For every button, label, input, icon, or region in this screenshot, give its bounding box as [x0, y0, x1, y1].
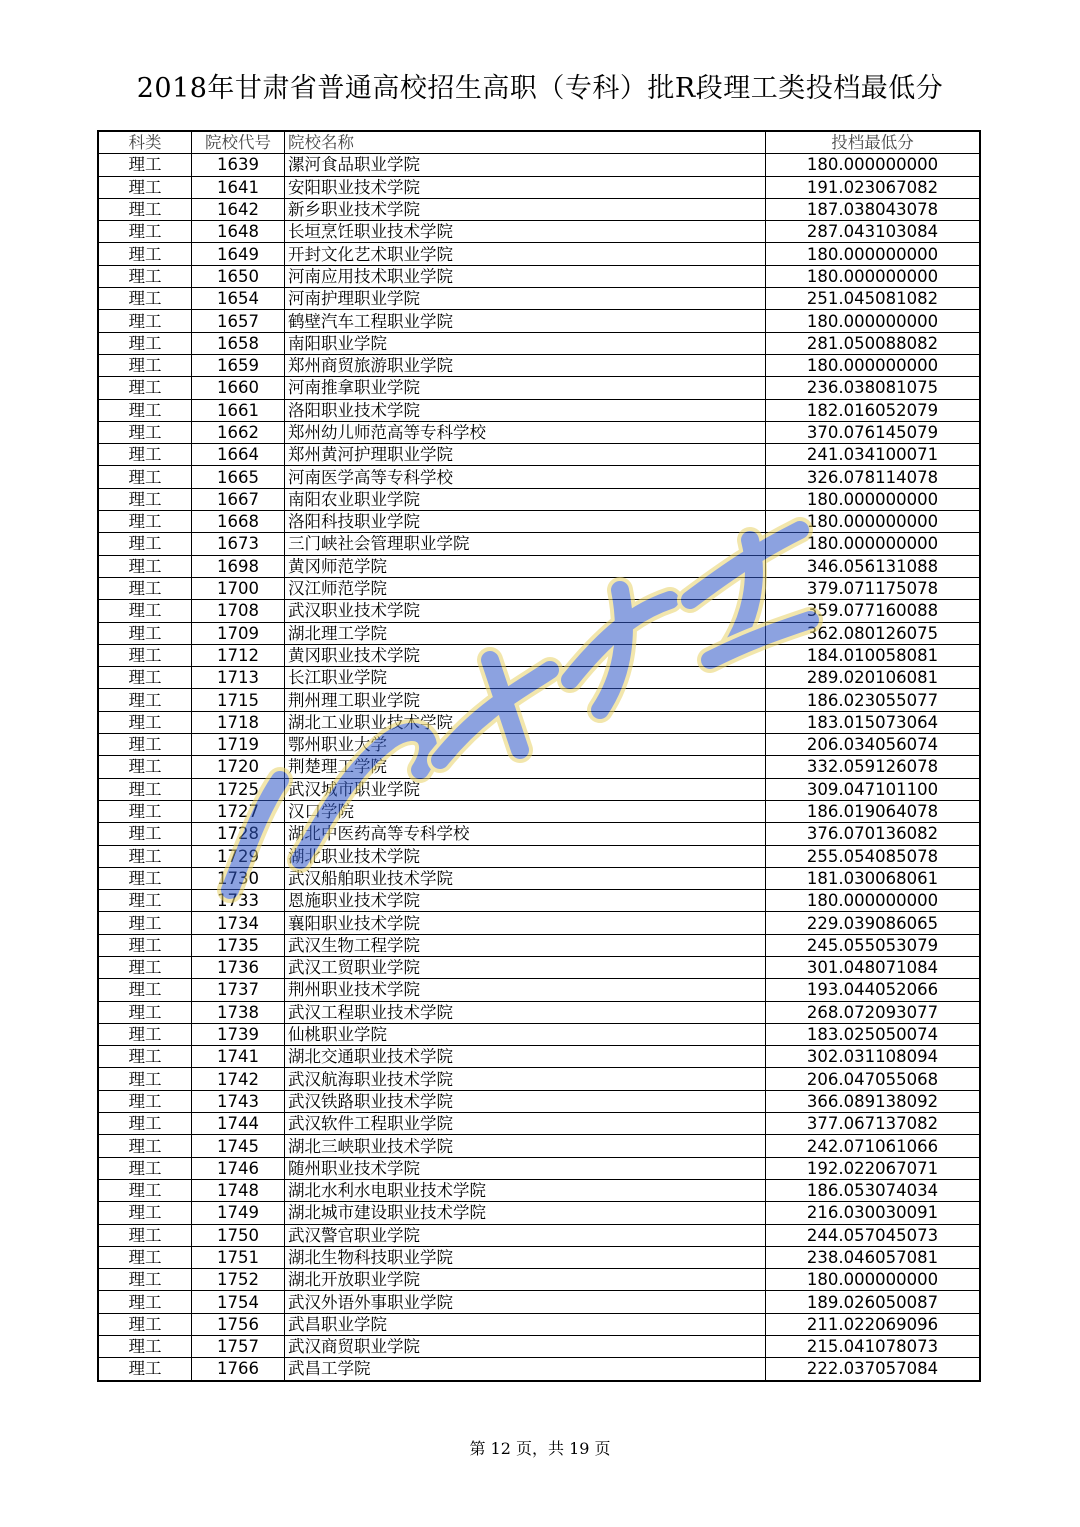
cell-type: 理工 [98, 243, 192, 265]
cell-code: 1654 [192, 288, 285, 310]
table-row [98, 778, 980, 800]
cell-name: 鄂州职业大学 [285, 734, 766, 756]
cell-type: 理工 [98, 221, 192, 243]
cell-code: 1661 [192, 399, 285, 421]
cell-type: 理工 [98, 176, 192, 198]
cell-name: 恩施职业技术学院 [285, 890, 766, 912]
table-row [98, 466, 980, 488]
cell-type: 理工 [98, 845, 192, 867]
table-row [98, 421, 980, 443]
table-row [98, 1224, 980, 1246]
cell-type: 理工 [98, 310, 192, 332]
cell-type: 理工 [98, 555, 192, 577]
cell-score: 281.050088082 [766, 332, 981, 354]
cell-type: 理工 [98, 1135, 192, 1157]
cell-name: 长江职业学院 [285, 667, 766, 689]
cell-code: 1752 [192, 1269, 285, 1291]
cell-name: 武汉外语外事职业学院 [285, 1291, 766, 1313]
cell-score: 184.010058081 [766, 644, 981, 666]
cell-name: 湖北工业职业技术学院 [285, 711, 766, 733]
cell-name: 新乡职业技术学院 [285, 198, 766, 220]
table-row [98, 1291, 980, 1313]
cell-score: 379.071175078 [766, 577, 981, 599]
cell-code: 1650 [192, 265, 285, 287]
cell-score: 186.023055077 [766, 689, 981, 711]
cell-name: 郑州商贸旅游职业学院 [285, 354, 766, 376]
cell-type: 理工 [98, 667, 192, 689]
cell-type: 理工 [98, 823, 192, 845]
cell-code: 1745 [192, 1135, 285, 1157]
cell-score: 180.000000000 [766, 533, 981, 555]
table-row [98, 310, 980, 332]
cell-code: 1664 [192, 444, 285, 466]
cell-code: 1727 [192, 800, 285, 822]
table-row [98, 1046, 980, 1068]
table-row [98, 890, 980, 912]
header-score: 投档最低分 [766, 131, 981, 154]
cell-type: 理工 [98, 1358, 192, 1381]
cell-score: 268.072093077 [766, 1001, 981, 1023]
cell-name: 安阳职业技术学院 [285, 176, 766, 198]
cell-code: 1642 [192, 198, 285, 220]
cell-code: 1708 [192, 600, 285, 622]
cell-code: 1743 [192, 1090, 285, 1112]
cell-type: 理工 [98, 644, 192, 666]
cell-code: 1728 [192, 823, 285, 845]
cell-type: 理工 [98, 1090, 192, 1112]
cell-score: 346.056131088 [766, 555, 981, 577]
cell-score: 377.067137082 [766, 1113, 981, 1135]
cell-code: 1757 [192, 1336, 285, 1358]
table-row [98, 288, 980, 310]
table-row [98, 934, 980, 956]
cell-name: 荆楚理工学院 [285, 756, 766, 778]
cell-name: 武汉工贸职业学院 [285, 956, 766, 978]
cell-score: 211.022069096 [766, 1313, 981, 1335]
cell-code: 1659 [192, 354, 285, 376]
table-row [98, 444, 980, 466]
cell-name: 漯河食品职业学院 [285, 154, 766, 176]
table-row [98, 1113, 980, 1135]
cell-code: 1667 [192, 488, 285, 510]
table-row [98, 154, 980, 176]
table-row [98, 265, 980, 287]
cell-type: 理工 [98, 1046, 192, 1068]
cell-type: 理工 [98, 890, 192, 912]
table-row [98, 354, 980, 376]
table-row [98, 1336, 980, 1358]
table-row [98, 243, 980, 265]
cell-type: 理工 [98, 778, 192, 800]
cell-type: 理工 [98, 1068, 192, 1090]
cell-type: 理工 [98, 1313, 192, 1335]
cell-code: 1719 [192, 734, 285, 756]
header-code: 院校代号 [192, 131, 285, 154]
cell-type: 理工 [98, 533, 192, 555]
cell-type: 理工 [98, 1179, 192, 1201]
cell-name: 长垣烹饪职业技术学院 [285, 221, 766, 243]
cell-score: 287.043103084 [766, 221, 981, 243]
cell-type: 理工 [98, 1246, 192, 1268]
cell-type: 理工 [98, 979, 192, 1001]
cell-type: 理工 [98, 734, 192, 756]
cell-code: 1735 [192, 934, 285, 956]
cell-score: 222.037057084 [766, 1358, 981, 1381]
table-row [98, 622, 980, 644]
cell-code: 1715 [192, 689, 285, 711]
cell-name: 河南护理职业学院 [285, 288, 766, 310]
cell-code: 1742 [192, 1068, 285, 1090]
cell-type: 理工 [98, 511, 192, 533]
cell-type: 理工 [98, 466, 192, 488]
cell-code: 1709 [192, 622, 285, 644]
table-row [98, 1358, 980, 1381]
cell-code: 1738 [192, 1001, 285, 1023]
cell-code: 1713 [192, 667, 285, 689]
cell-name: 河南医学高等专科学校 [285, 466, 766, 488]
cell-type: 理工 [98, 934, 192, 956]
cell-code: 1733 [192, 890, 285, 912]
cell-code: 1641 [192, 176, 285, 198]
table-row [98, 644, 980, 666]
cell-name: 武汉职业技术学院 [285, 600, 766, 622]
cell-name: 仙桃职业学院 [285, 1023, 766, 1045]
table-row [98, 1246, 980, 1268]
cell-type: 理工 [98, 622, 192, 644]
cell-name: 开封文化艺术职业学院 [285, 243, 766, 265]
cell-score: 245.055053079 [766, 934, 981, 956]
cell-code: 1665 [192, 466, 285, 488]
table-row [98, 1135, 980, 1157]
table-row [98, 533, 980, 555]
table-row [98, 600, 980, 622]
cell-name: 武汉航海职业技术学院 [285, 1068, 766, 1090]
cell-code: 1744 [192, 1113, 285, 1135]
cell-score: 370.076145079 [766, 421, 981, 443]
table-row [98, 1023, 980, 1045]
cell-type: 理工 [98, 800, 192, 822]
cell-name: 郑州幼儿师范高等专科学校 [285, 421, 766, 443]
table-row [98, 377, 980, 399]
cell-type: 理工 [98, 1001, 192, 1023]
cell-code: 1766 [192, 1358, 285, 1381]
cell-score: 326.078114078 [766, 466, 981, 488]
cell-code: 1668 [192, 511, 285, 533]
cell-name: 河南推拿职业学院 [285, 377, 766, 399]
table-row [98, 912, 980, 934]
cell-type: 理工 [98, 1023, 192, 1045]
cell-name: 黄冈职业技术学院 [285, 644, 766, 666]
cell-code: 1748 [192, 1179, 285, 1201]
cell-name: 湖北职业技术学院 [285, 845, 766, 867]
cell-name: 武汉城市职业学院 [285, 778, 766, 800]
table-row [98, 667, 980, 689]
table-row [98, 555, 980, 577]
cell-name: 武汉船舶职业技术学院 [285, 867, 766, 889]
cell-type: 理工 [98, 354, 192, 376]
cell-type: 理工 [98, 1202, 192, 1224]
cell-score: 182.016052079 [766, 399, 981, 421]
cell-name: 湖北城市建设职业技术学院 [285, 1202, 766, 1224]
cell-name: 随州职业技术学院 [285, 1157, 766, 1179]
cell-code: 1658 [192, 332, 285, 354]
cell-type: 理工 [98, 265, 192, 287]
table-row [98, 1179, 980, 1201]
cell-code: 1718 [192, 711, 285, 733]
cell-code: 1751 [192, 1246, 285, 1268]
cell-score: 244.057045073 [766, 1224, 981, 1246]
cell-score: 180.000000000 [766, 354, 981, 376]
cell-score: 180.000000000 [766, 488, 981, 510]
cell-score: 183.025050074 [766, 1023, 981, 1045]
cell-name: 河南应用技术职业学院 [285, 265, 766, 287]
cell-score: 183.015073064 [766, 711, 981, 733]
cell-name: 郑州黄河护理职业学院 [285, 444, 766, 466]
cell-score: 180.000000000 [766, 265, 981, 287]
table-row [98, 867, 980, 889]
cell-name: 荆州理工职业学院 [285, 689, 766, 711]
cell-name: 襄阳职业技术学院 [285, 912, 766, 934]
cell-score: 216.030030091 [766, 1202, 981, 1224]
table-row [98, 1001, 980, 1023]
cell-score: 180.000000000 [766, 511, 981, 533]
table-row [98, 511, 980, 533]
table-row [98, 221, 980, 243]
cell-name: 武汉工程职业技术学院 [285, 1001, 766, 1023]
cell-code: 1750 [192, 1224, 285, 1246]
cell-score: 301.048071084 [766, 956, 981, 978]
cell-name: 洛阳科技职业学院 [285, 511, 766, 533]
cell-name: 南阳职业学院 [285, 332, 766, 354]
table-row [98, 399, 980, 421]
cell-code: 1662 [192, 421, 285, 443]
table-row [98, 1157, 980, 1179]
document-title: 2018年甘肃省普通高校招生高职（专科）批R段理工类投档最低分 [136, 73, 944, 104]
cell-score: 289.020106081 [766, 667, 981, 689]
cell-code: 1730 [192, 867, 285, 889]
cell-score: 362.080126075 [766, 622, 981, 644]
table-row [98, 1090, 980, 1112]
cell-score: 180.000000000 [766, 890, 981, 912]
cell-type: 理工 [98, 1157, 192, 1179]
cell-type: 理工 [98, 689, 192, 711]
cell-name: 湖北水利水电职业技术学院 [285, 1179, 766, 1201]
cell-name: 湖北生物科技职业学院 [285, 1246, 766, 1268]
cell-score: 189.026050087 [766, 1291, 981, 1313]
cell-name: 汉口学院 [285, 800, 766, 822]
cell-type: 理工 [98, 956, 192, 978]
cell-score: 229.039086065 [766, 912, 981, 934]
cell-code: 1649 [192, 243, 285, 265]
page-footer: 第 12 页，共 19 页 [469, 1439, 611, 1458]
cell-name: 荆州职业技术学院 [285, 979, 766, 1001]
cell-code: 1741 [192, 1046, 285, 1068]
cell-type: 理工 [98, 600, 192, 622]
cell-type: 理工 [98, 377, 192, 399]
admission-score-table [97, 130, 981, 1382]
cell-score: 191.023067082 [766, 176, 981, 198]
cell-code: 1720 [192, 756, 285, 778]
table-row [98, 689, 980, 711]
cell-name: 湖北理工学院 [285, 622, 766, 644]
table-row [98, 845, 980, 867]
table-row [98, 1202, 980, 1224]
cell-type: 理工 [98, 912, 192, 934]
table-row [98, 577, 980, 599]
cell-code: 1660 [192, 377, 285, 399]
cell-score: 332.059126078 [766, 756, 981, 778]
cell-name: 武汉软件工程职业学院 [285, 1113, 766, 1135]
cell-score: 376.070136082 [766, 823, 981, 845]
cell-type: 理工 [98, 1336, 192, 1358]
table-row [98, 756, 980, 778]
cell-score: 238.046057081 [766, 1246, 981, 1268]
cell-score: 366.089138092 [766, 1090, 981, 1112]
cell-score: 242.071061066 [766, 1135, 981, 1157]
cell-code: 1739 [192, 1023, 285, 1045]
cell-type: 理工 [98, 421, 192, 443]
table-row [98, 711, 980, 733]
cell-score: 180.000000000 [766, 154, 981, 176]
cell-score: 251.045081082 [766, 288, 981, 310]
cell-score: 187.038043078 [766, 198, 981, 220]
table-row [98, 823, 980, 845]
cell-code: 1698 [192, 555, 285, 577]
cell-code: 1657 [192, 310, 285, 332]
cell-code: 1712 [192, 644, 285, 666]
cell-name: 武昌职业学院 [285, 1313, 766, 1335]
header-type: 科类 [98, 131, 192, 154]
cell-code: 1749 [192, 1202, 285, 1224]
cell-score: 302.031108094 [766, 1046, 981, 1068]
cell-score: 181.030068061 [766, 867, 981, 889]
table-row [98, 800, 980, 822]
cell-code: 1756 [192, 1313, 285, 1335]
table-row [98, 1068, 980, 1090]
cell-score: 186.019064078 [766, 800, 981, 822]
header-name: 院校名称 [285, 131, 766, 154]
cell-code: 1648 [192, 221, 285, 243]
cell-type: 理工 [98, 756, 192, 778]
cell-name: 黄冈师范学院 [285, 555, 766, 577]
cell-name: 三门峡社会管理职业学院 [285, 533, 766, 555]
cell-score: 192.022067071 [766, 1157, 981, 1179]
cell-type: 理工 [98, 1224, 192, 1246]
cell-type: 理工 [98, 154, 192, 176]
table-row [98, 979, 980, 1001]
table-row [98, 1313, 980, 1335]
cell-name: 武汉铁路职业技术学院 [285, 1090, 766, 1112]
cell-type: 理工 [98, 444, 192, 466]
cell-name: 鹤壁汽车工程职业学院 [285, 310, 766, 332]
cell-code: 1700 [192, 577, 285, 599]
cell-name: 武汉生物工程学院 [285, 934, 766, 956]
cell-name: 武汉商贸职业学院 [285, 1336, 766, 1358]
cell-type: 理工 [98, 1291, 192, 1313]
cell-code: 1737 [192, 979, 285, 1001]
cell-name: 武汉警官职业学院 [285, 1224, 766, 1246]
table-row [98, 1269, 980, 1291]
cell-score: 215.041078073 [766, 1336, 981, 1358]
cell-code: 1754 [192, 1291, 285, 1313]
cell-score: 236.038081075 [766, 377, 981, 399]
cell-name: 洛阳职业技术学院 [285, 399, 766, 421]
cell-code: 1734 [192, 912, 285, 934]
cell-code: 1673 [192, 533, 285, 555]
table-row [98, 956, 980, 978]
cell-code: 1639 [192, 154, 285, 176]
cell-code: 1729 [192, 845, 285, 867]
cell-name: 湖北三峡职业技术学院 [285, 1135, 766, 1157]
cell-name: 南阳农业职业学院 [285, 488, 766, 510]
cell-score: 206.047055068 [766, 1068, 981, 1090]
cell-code: 1736 [192, 956, 285, 978]
cell-type: 理工 [98, 198, 192, 220]
cell-code: 1746 [192, 1157, 285, 1179]
table-row [98, 176, 980, 198]
cell-type: 理工 [98, 332, 192, 354]
table-row [98, 198, 980, 220]
cell-score: 206.034056074 [766, 734, 981, 756]
table-row [98, 734, 980, 756]
cell-name: 湖北交通职业技术学院 [285, 1046, 766, 1068]
cell-type: 理工 [98, 288, 192, 310]
cell-type: 理工 [98, 399, 192, 421]
cell-score: 180.000000000 [766, 1269, 981, 1291]
cell-name: 湖北开放职业学院 [285, 1269, 766, 1291]
cell-type: 理工 [98, 711, 192, 733]
cell-name: 湖北中医药高等专科学校 [285, 823, 766, 845]
cell-name: 武昌工学院 [285, 1358, 766, 1381]
cell-code: 1725 [192, 778, 285, 800]
cell-score: 241.034100071 [766, 444, 981, 466]
cell-type: 理工 [98, 1113, 192, 1135]
cell-score: 359.077160088 [766, 600, 981, 622]
cell-name: 汉江师范学院 [285, 577, 766, 599]
cell-score: 255.054085078 [766, 845, 981, 867]
table-header-row [98, 131, 980, 154]
cell-score: 309.047101100 [766, 778, 981, 800]
cell-type: 理工 [98, 1269, 192, 1291]
table-row [98, 332, 980, 354]
cell-score: 180.000000000 [766, 243, 981, 265]
cell-type: 理工 [98, 577, 192, 599]
cell-type: 理工 [98, 488, 192, 510]
cell-type: 理工 [98, 867, 192, 889]
table-row [98, 488, 980, 510]
cell-score: 186.053074034 [766, 1179, 981, 1201]
cell-score: 193.044052066 [766, 979, 981, 1001]
cell-score: 180.000000000 [766, 310, 981, 332]
